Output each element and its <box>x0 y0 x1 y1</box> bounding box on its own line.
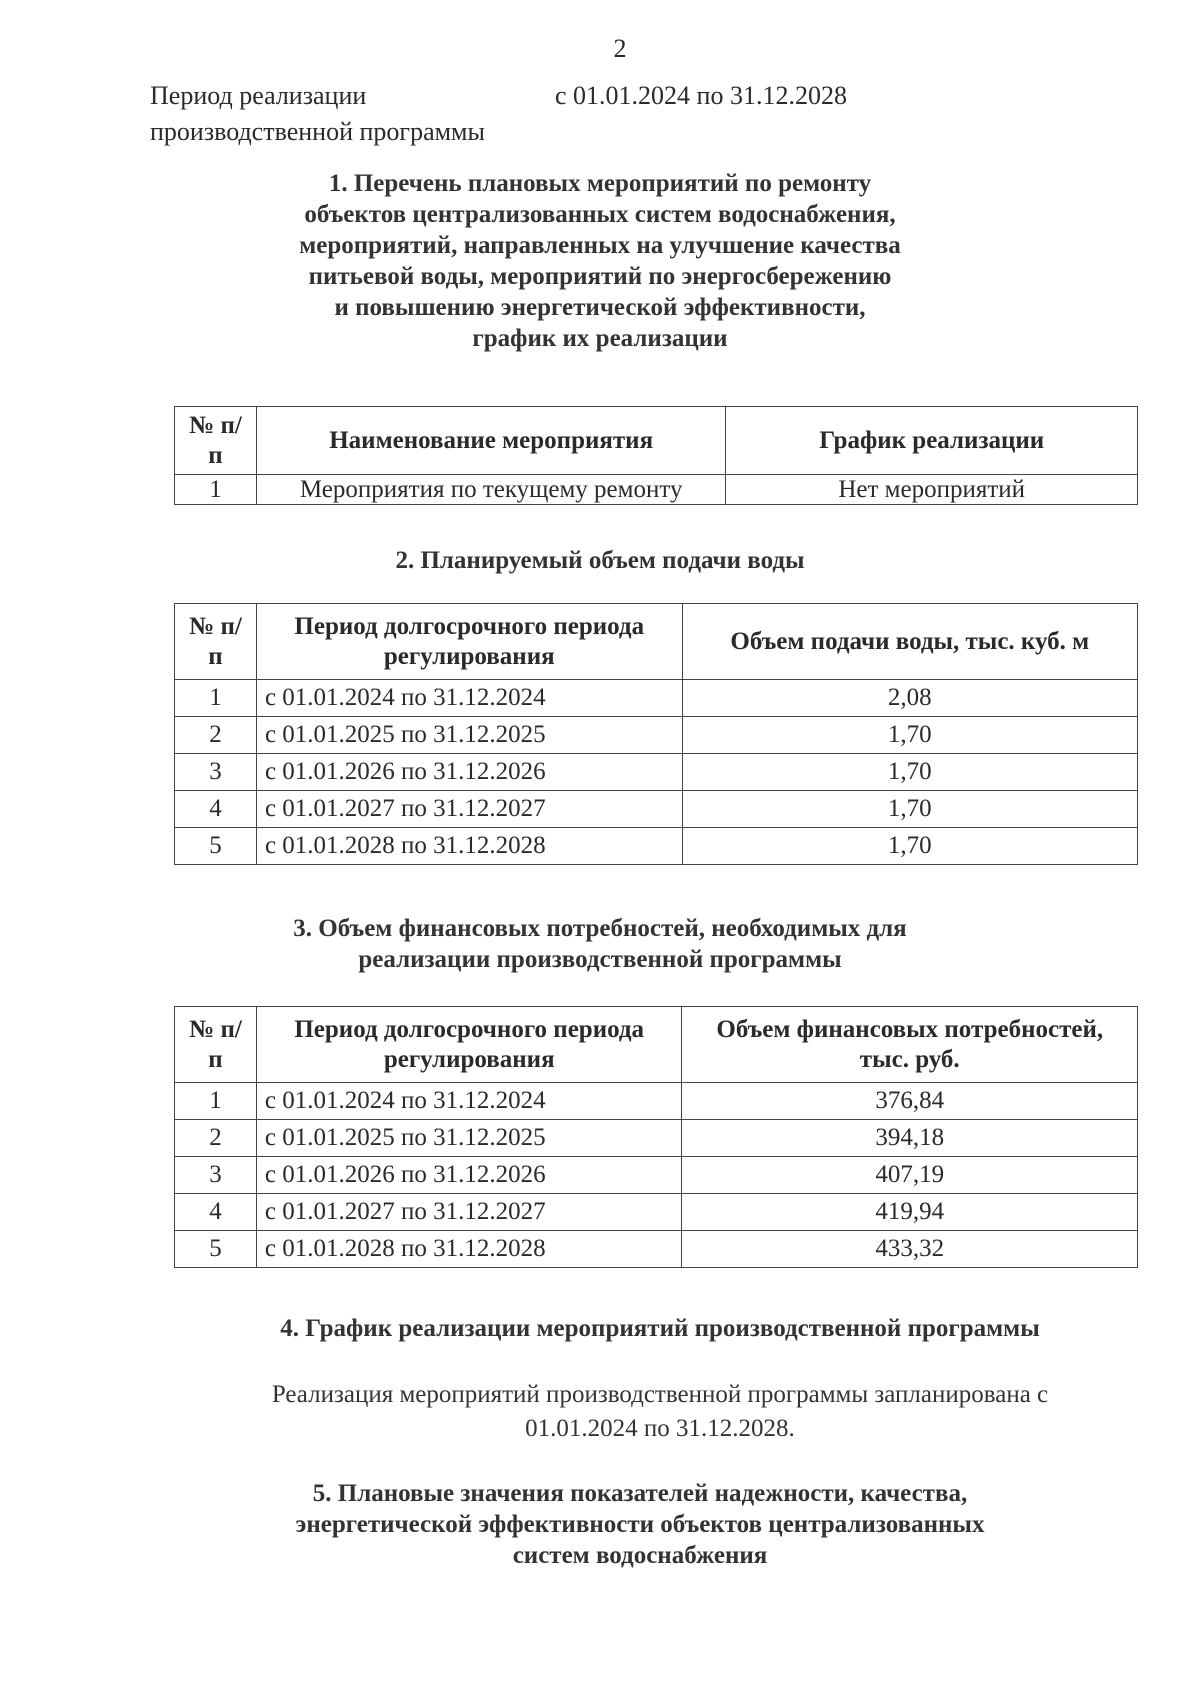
cell-financial-volume: 419,94 <box>682 1194 1138 1231</box>
section1-title-line: объектов централизованных систем водоснабжения, <box>304 201 896 228</box>
cell-number: 3 <box>175 1157 257 1194</box>
cell-number: 4 <box>175 791 257 828</box>
section1-title-line: питьевой воды, мероприятий по энергосбережению <box>308 263 892 290</box>
cell-number: 5 <box>175 1231 257 1268</box>
cell-financial-volume: 433,32 <box>682 1231 1138 1268</box>
section1-title-line: мероприятий, направленных на улучшение качества <box>299 232 901 259</box>
section5-title-line: 5. Плановые значения показателей надежности, качества, <box>312 1480 968 1507</box>
section2-title: 2. Планируемый объем подачи воды <box>395 547 805 574</box>
cell-period: с 01.01.2027 по 31.12.2027 <box>256 791 682 828</box>
cell-number: 1 <box>175 1083 257 1120</box>
table-row <box>175 1120 1138 1157</box>
header-activity-name: Наименование мероприятия <box>256 407 726 475</box>
header-number: № п/п <box>175 1007 257 1083</box>
implementation-period <box>150 78 847 150</box>
section4-text-line: 01.01.2024 по 31.12.2028. <box>525 1415 795 1442</box>
cell-number: 3 <box>175 754 257 791</box>
period-value: с 01.01.2024 по 31.12.2028 <box>555 81 847 110</box>
page-number: 2 <box>613 34 627 63</box>
water-supply-table <box>174 603 1138 865</box>
table-header-row <box>175 604 1138 680</box>
cell-period: с 01.01.2025 по 31.12.2025 <box>256 1120 682 1157</box>
header-period: Период долгосрочного периода регулирования <box>256 604 682 680</box>
cell-water-volume: 1,70 <box>682 828 1137 865</box>
cell-number: 2 <box>175 717 257 754</box>
table-row <box>175 1194 1138 1231</box>
financial-needs-table <box>174 1006 1138 1268</box>
table-row <box>175 754 1138 791</box>
header-number: № п/п <box>175 604 257 680</box>
section1-title-line: график их реализации <box>472 325 728 352</box>
header-period: Период долгосрочного периода регулирования <box>256 1007 682 1083</box>
cell-period: с 01.01.2024 по 31.12.2024 <box>256 1083 682 1120</box>
table-row <box>175 791 1138 828</box>
cell-water-volume: 1,70 <box>682 717 1137 754</box>
header-number: № п/п <box>175 407 257 475</box>
table-row <box>175 1231 1138 1268</box>
cell-period: с 01.01.2026 по 31.12.2026 <box>256 754 682 791</box>
section3-title-line: 3. Объем финансовых потребностей, необходимых для <box>293 915 907 942</box>
cell-water-volume: 1,70 <box>682 754 1137 791</box>
cell-period: с 01.01.2028 по 31.12.2028 <box>256 1231 682 1268</box>
table-row <box>175 828 1138 865</box>
cell-period: с 01.01.2024 по 31.12.2024 <box>256 680 682 717</box>
cell-period: с 01.01.2028 по 31.12.2028 <box>256 828 682 865</box>
section5-title-line: систем водоснабжения <box>512 1542 768 1569</box>
table-header-row <box>175 407 1138 475</box>
cell-number: 5 <box>175 828 257 865</box>
period-label-line1: Период реализации <box>150 81 367 110</box>
cell-schedule: Нет мероприятий <box>726 475 1138 505</box>
table-row <box>175 680 1138 717</box>
cell-activity: Мероприятия по текущему ремонту <box>256 475 726 505</box>
table-row <box>175 1083 1138 1120</box>
section4-text <box>180 1378 1140 1446</box>
cell-number: 1 <box>175 475 257 505</box>
table-row <box>175 1157 1138 1194</box>
section1-title-line: 1. Перечень плановых мероприятий по ремонту <box>328 170 872 197</box>
activities-table <box>174 406 1138 505</box>
cell-number: 2 <box>175 1120 257 1157</box>
cell-period: с 01.01.2026 по 31.12.2026 <box>256 1157 682 1194</box>
section3-title-line: реализации производственной программы <box>358 946 842 973</box>
period-label-line2: производственной программы <box>150 117 485 146</box>
cell-financial-volume: 394,18 <box>682 1120 1138 1157</box>
cell-number: 4 <box>175 1194 257 1231</box>
section1-title <box>160 168 1040 354</box>
section4-title: 4. График реализации мероприятий производственной программы <box>280 1315 1040 1342</box>
section4-text-line: Реализация мероприятий производственной программы запланирована с <box>271 1381 1049 1408</box>
section3-title <box>160 913 1040 975</box>
section5-title <box>180 1478 1100 1571</box>
header-schedule: График реализации <box>726 407 1138 475</box>
header-financial-volume: Объем финансовых потребностей, тыс. руб. <box>682 1007 1138 1083</box>
section1-title-line: и повышению энергетической эффективности, <box>334 294 866 321</box>
cell-financial-volume: 376,84 <box>682 1083 1138 1120</box>
cell-water-volume: 1,70 <box>682 791 1137 828</box>
cell-number: 1 <box>175 680 257 717</box>
table-row <box>175 475 1138 505</box>
table-row <box>175 717 1138 754</box>
cell-financial-volume: 407,19 <box>682 1157 1138 1194</box>
section5-title-line: энергетической эффективности объектов централизованных <box>295 1511 985 1538</box>
cell-period: с 01.01.2025 по 31.12.2025 <box>256 717 682 754</box>
cell-period: с 01.01.2027 по 31.12.2027 <box>256 1194 682 1231</box>
cell-water-volume: 2,08 <box>682 680 1137 717</box>
header-water-volume: Объем подачи воды, тыс. куб. м <box>682 604 1137 680</box>
table-header-row <box>175 1007 1138 1083</box>
